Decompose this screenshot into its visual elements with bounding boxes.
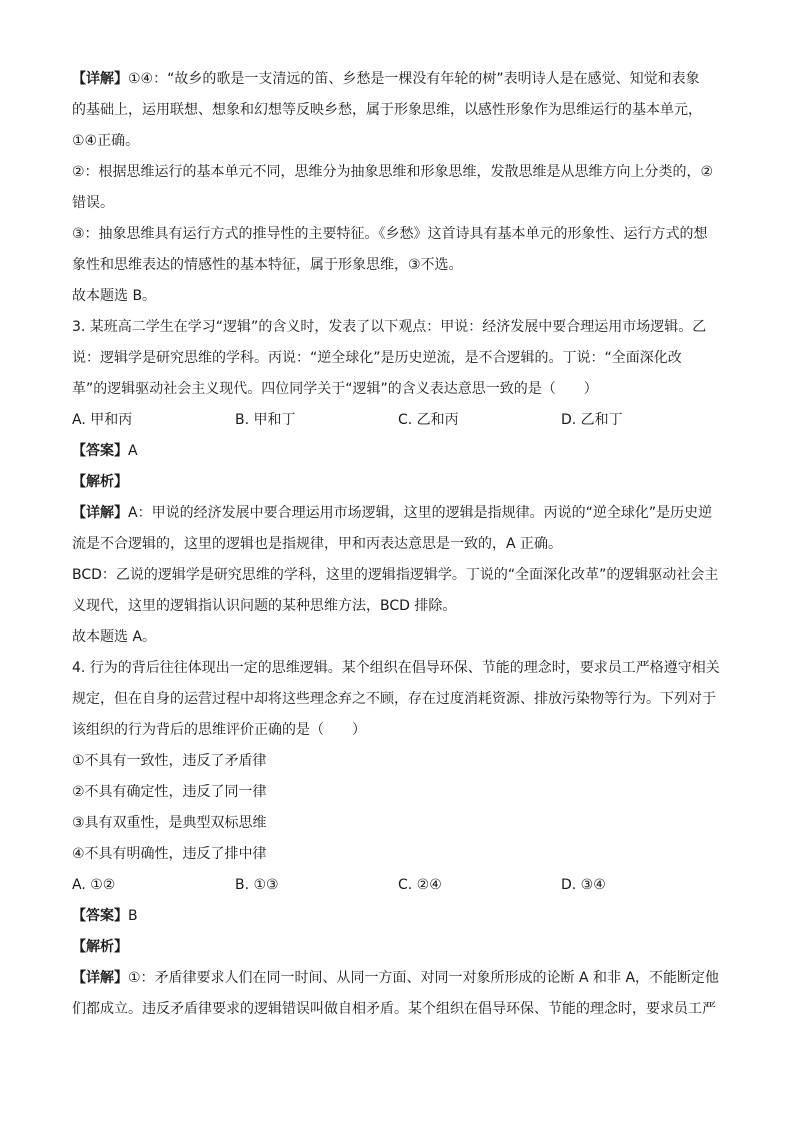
line-text: B	[128, 908, 138, 924]
text-line	[72, 157, 724, 188]
line-text: 流是不合逻辑的，这里的逻辑也是指规律，甲和丙表达意思是一致的，A 正确。	[72, 536, 563, 552]
line-text: 革”的逻辑驱动社会主义现代。四位同学关于“逻辑”的含义表达意思一致的是（ ）	[72, 381, 598, 397]
answer-option: D. ③④	[561, 877, 606, 893]
text-line	[72, 529, 724, 560]
document-body	[72, 64, 724, 1025]
text-line	[72, 777, 724, 808]
line-text: 象性和思维表达的情感性的基本特征，属于形象思维，③不选。	[72, 257, 463, 273]
line-text: 该组织的行为背后的思维评价正确的是（ ）	[72, 722, 366, 738]
line-text: ①④：“故乡的歌是一支清远的笛、乡愁是一棵没有年轮的树”表明诗人是在感觉、知觉和表象	[128, 71, 700, 87]
text-line	[72, 746, 724, 777]
line-text: ①不具有一致性，违反了矛盾律	[72, 753, 267, 769]
text-line	[72, 808, 724, 839]
line-text: ③具有双重性，是典型双标思维	[72, 815, 267, 831]
line-text: 错误。	[72, 195, 114, 211]
text-line	[72, 622, 724, 653]
answer-option: C. 乙和丙	[398, 412, 459, 428]
answer-option: A. 甲和丙	[72, 412, 133, 428]
line-text: 3. 某班高二学生在学习“逻辑”的含义时，发表了以下观点：甲说：经济发展中要合理运用市场逻辑。乙	[72, 319, 707, 335]
text-line	[72, 932, 724, 963]
text-line	[72, 436, 724, 467]
text-line	[72, 250, 724, 281]
answer-option: B. 甲和丁	[235, 412, 296, 428]
text-line	[72, 374, 724, 405]
line-text: ④不具有明确性，违反了排中律	[72, 846, 267, 862]
text-line	[72, 901, 724, 932]
text-line	[72, 467, 724, 498]
section-tag: 【详解】	[72, 71, 128, 87]
text-line	[72, 963, 724, 994]
text-line	[72, 219, 724, 250]
text-line	[72, 653, 724, 684]
text-line	[72, 126, 724, 157]
answer-option: A. ①②	[72, 877, 116, 893]
section-tag: 【答案】	[72, 908, 128, 924]
line-text: 故本题选 B。	[72, 288, 157, 304]
text-line	[72, 498, 724, 529]
line-text: ①：矛盾律要求人们在同一时间、从同一方面、对同一对象所形成的论断 A 和非 A，不能断定他	[128, 970, 720, 986]
line-text: 义现代，这里的逻辑指认识问题的某种思维方法，BCD 排除。	[72, 598, 457, 614]
line-text: 规定，但在自身的运营过程中却将这些理念弃之不顾，存在过度消耗资源、排放污染物等行为。下列对于	[72, 691, 716, 707]
text-line	[72, 591, 724, 622]
text-line	[72, 312, 724, 343]
line-text: ②不具有确定性，违反了同一律	[72, 784, 267, 800]
line-text: A：甲说的经济发展中要合理运用市场逻辑，这里的逻辑是指规律。丙说的“逆全球化”是历史逆	[128, 505, 713, 521]
text-line	[72, 994, 724, 1025]
text-line	[72, 343, 724, 374]
answer-options	[72, 405, 724, 436]
line-text: 的基础上，运用联想、想象和幻想等反映乡愁，属于形象思维，以感性形象作为思维运行的基本单元，	[72, 102, 702, 118]
section-tag: 【答案】	[72, 443, 128, 459]
answer-option: B. ①③	[235, 877, 279, 893]
text-line	[72, 839, 724, 870]
text-line	[72, 684, 724, 715]
line-text: ①④正确。	[72, 133, 140, 149]
line-text: A	[128, 443, 138, 459]
line-text: 说：逻辑学是研究思维的学科。丙说：“逆全球化”是历史逆流，是不合逻辑的。丁说：“全面深化改	[72, 350, 682, 366]
line-text: 故本题选 A。	[72, 629, 157, 645]
answer-options	[72, 870, 724, 901]
text-line	[72, 188, 724, 219]
text-line	[72, 281, 724, 312]
section-tag: 【详解】	[72, 970, 128, 986]
section-tag: 【详解】	[72, 505, 128, 521]
line-text: 4. 行为的背后往往体现出一定的思维逻辑。某个组织在倡导环保、节能的理念时，要求员工严格遵守相关	[72, 660, 720, 676]
answer-option: D. 乙和丁	[561, 412, 623, 428]
text-line	[72, 560, 724, 591]
line-text: ③：抽象思维具有运行方式的推导性的主要特征。《乡愁》这首诗具有基本单元的形象性、运行方式的想	[72, 226, 708, 242]
text-line	[72, 715, 724, 746]
section-tag: 【解析】	[72, 939, 128, 955]
line-text: 们都成立。违反矛盾律要求的逻辑错误叫做自相矛盾。某个组织在倡导环保、节能的理念时，要求员工严	[72, 1001, 716, 1017]
text-line	[72, 64, 724, 95]
section-tag: 【解析】	[72, 474, 128, 490]
answer-option: C. ②④	[398, 877, 442, 893]
line-text: ②：根据思维运行的基本单元不同，思维分为抽象思维和形象思维，发散思维是从思维方向上分类的，②	[72, 164, 714, 180]
text-line	[72, 95, 724, 126]
line-text: BCD：乙说的逻辑学是研究思维的学科，这里的逻辑指逻辑学。丁说的“全面深化改革”的逻辑驱动社会主	[72, 567, 719, 583]
